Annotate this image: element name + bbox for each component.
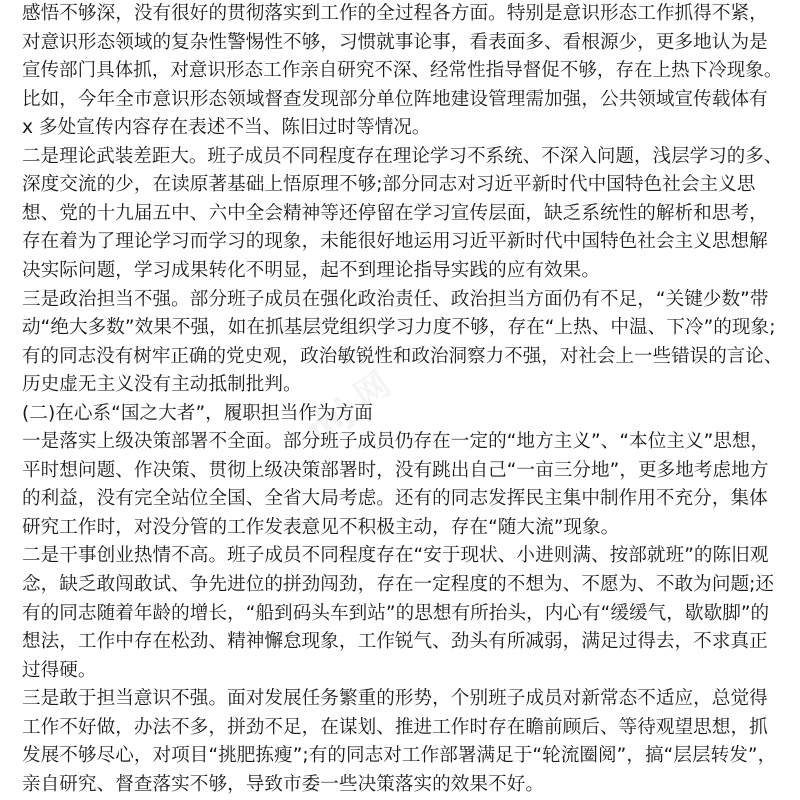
document-line: 存在着为了理论学习而学习的现象，未能很好地运用习近平新时代中国特色社会主义思想解: [22, 231, 768, 253]
document-line: 想法，工作中存在松劲、精神懈怠现象，工作锐气、劲头有所减弱，满足过得去，不求真正: [22, 631, 768, 653]
document-line: 想、党的十九届五中、六中全会精神等还停留在学习宣传层面，缺乏系统性的解析和思考，: [22, 202, 768, 224]
document-line: 三是政治担当不强。部分班子成员在强化政治责任、政治担当方面仍有不足，“关键少数”带: [22, 288, 769, 310]
document-line: 二是干事创业热情不高。班子成员不同程度存在“安于现状、小进则满、按部就班”的陈旧观: [22, 545, 769, 567]
document-line: 平时想问题、作决策、贯彻上级决策部署时，没有跳出自己“一亩三分地”，更多地考虑地方: [22, 459, 769, 481]
document-line: 对意识形态领域的复杂性警惕性不够，习惯就事论事，看表面多、看根源少，更多地认为是: [22, 31, 768, 53]
document-line: 的利益，没有完全站位全国、全省大局考虑。还有的同志发挥民主集中制作用不充分，集体: [22, 488, 768, 510]
document-line: 念，缺乏敢闯敢试、争先进位的拼劲闯劲，存在一定程度的不想为、不愿为、不敢为问题;还: [22, 574, 775, 595]
document-line: 有的同志没有树牢正确的党史观，政治敏锐性和政治洞察力不强，对社会上一些错误的言论、: [22, 345, 783, 367]
document-line: 工作不好做，办法不多，拼劲不足，在谋划、推进工作时存在瞻前顾后、等待观望思想，抓: [22, 716, 768, 738]
document-line: 三是敢于担当意识不强。面对发展任务繁重的形势，个别班子成员对新常态不适应，总觉得: [22, 688, 768, 710]
watermark: mj 网: [298, 364, 398, 451]
document-line: 动“绝大多数”效果不强，如在抓基层党组织学习力度不够，存在“上热、中温、下冷”的现象;: [22, 317, 776, 339]
document-line: 一是落实上级决策部署不全面。部分班子成员仍存在一定的“地方主义”、“本位主义”思想，: [22, 431, 770, 453]
document-line: 亲自研究、督查落实不够，导致市委一些决策落实的效果不好。: [22, 773, 545, 795]
document-line: 比如，今年全市意识形态领域督查发现部分单位阵地建设管理需加强，公共领域宣传载体有: [22, 88, 768, 110]
document-line: 过得硬。: [22, 659, 97, 681]
document-line: 感悟不够深，没有很好的贯彻落实到工作的全过程各方面。特别是意识形态工作抓得不紧，: [22, 3, 768, 24]
document-line: 发展不够尽心，对项目“挑肥拣瘦”;有的同志对工作部署满足于“轮流圈阅”，搞“层层转发”，: [22, 745, 777, 767]
document-line: 深度交流的少，在读原著基础上悟原理不够;部分同志对习近平新时代中国特色社会主义思: [22, 174, 756, 196]
document-line: x 多处宣传内容存在表述不当、陈旧过时等情况。: [22, 117, 431, 139]
document-line: 二是理论武装差距大。班子成员不同程度存在理论学习不系统、不深入问题，浅层学习的多、: [22, 145, 783, 167]
document-line: 历史虚无主义没有主动抵制批判。: [22, 374, 302, 396]
document-line: (二)在心系“国之大者”，履职担当作为方面: [22, 402, 373, 424]
document-line: 决实际问题，学习成果转化不明显，起不到理论指导实践的应有效果。: [22, 259, 600, 281]
document-line: 宣传部门具体抓，对意识形态工作亲自研究不深、经常性指导督促不够，存在上热下冷现象。: [22, 60, 783, 82]
document-line: 有的同志随着年龄的增长，“船到码头车到站”的思想有所抬头，内心有“缓缓气，歇歇脚”的: [22, 602, 770, 624]
document-line: 研究工作时，对没分管的工作发表意见不积极主动，存在“随大流”现象。: [22, 516, 620, 538]
